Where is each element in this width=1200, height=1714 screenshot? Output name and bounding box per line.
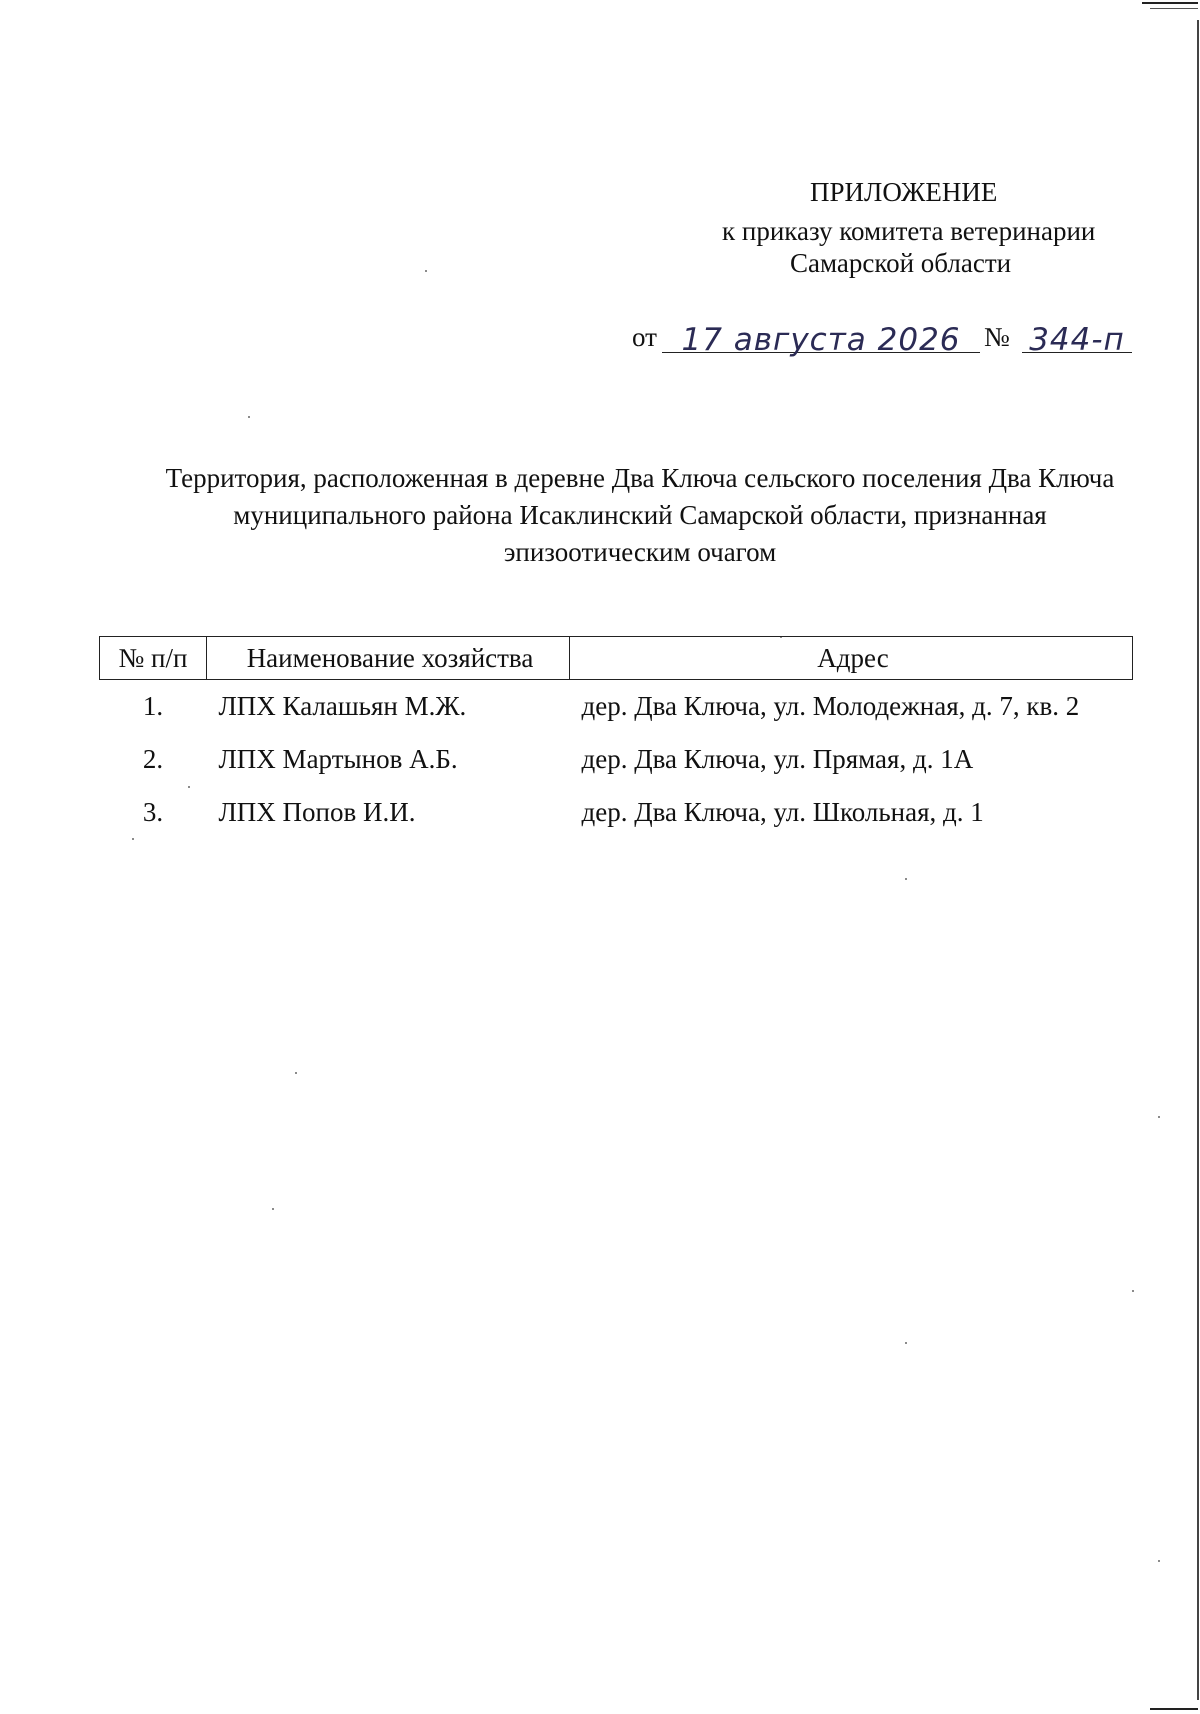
scan-speck [425, 270, 427, 272]
scan-speck [248, 416, 250, 418]
scan-speck [272, 1208, 274, 1210]
row-address: дер. Два Ключа, ул. Молодежная, д. 7, кв. 2 [581, 691, 1080, 721]
order-date-field [662, 318, 980, 358]
order-date-prefix: от [632, 322, 657, 352]
row-farm-name: ЛПХ Мартынов А.Б. [218, 744, 458, 774]
order-number-field [1022, 318, 1132, 358]
order-date-handwritten: 17 августа 2026 [681, 322, 961, 358]
row-address: дер. Два Ключа, ул. Прямая, д. 1А [581, 744, 974, 774]
scan-speck [905, 878, 907, 880]
scan-speck [905, 1342, 907, 1344]
table-header-row [100, 637, 1133, 680]
scan-speck [295, 1072, 297, 1074]
header-number: № п/п [100, 637, 207, 680]
scan-speck [1158, 1116, 1160, 1118]
order-number-handwritten: 344-п [1029, 322, 1125, 358]
farms-table [99, 636, 1133, 839]
scan-edge-line [1150, 1708, 1198, 1710]
table-row [100, 680, 1133, 734]
row-farm-name: ЛПХ Попов И.И. [218, 797, 416, 827]
header-farm-name: Наименование хозяйства [207, 637, 570, 680]
order-reference [632, 318, 1152, 358]
scan-edge-line [1150, 8, 1198, 9]
document-heading: Территория, расположенная в деревне Два Ключа сельского поселения Два Ключа муниципального района Исаклинский Самарской области, признанная эпизоотическим очагом [165, 463, 1115, 567]
appendix-title: ПРИЛОЖЕНИЕ [810, 177, 998, 207]
order-number-sign: № [984, 322, 1010, 352]
scan-edge-line [1197, 20, 1199, 1700]
scan-edge-line [1142, 2, 1198, 4]
scan-speck [1158, 1560, 1160, 1562]
header-address: Адрес [570, 637, 1133, 680]
row-address: дер. Два Ключа, ул. Школьная, д. 1 [581, 797, 984, 827]
scan-speck [1132, 1290, 1134, 1292]
appendix-subtitle-line1: к приказу комитета ветеринарии [722, 216, 1096, 246]
row-number: 2. [142, 744, 164, 774]
row-number: 1. [142, 691, 164, 721]
table-row [100, 733, 1133, 786]
row-number: 3. [142, 797, 164, 827]
table-row [100, 786, 1133, 839]
row-farm-name: ЛПХ Калашьян М.Ж. [218, 691, 467, 721]
appendix-subtitle-line2: Самарской области [790, 248, 1012, 278]
